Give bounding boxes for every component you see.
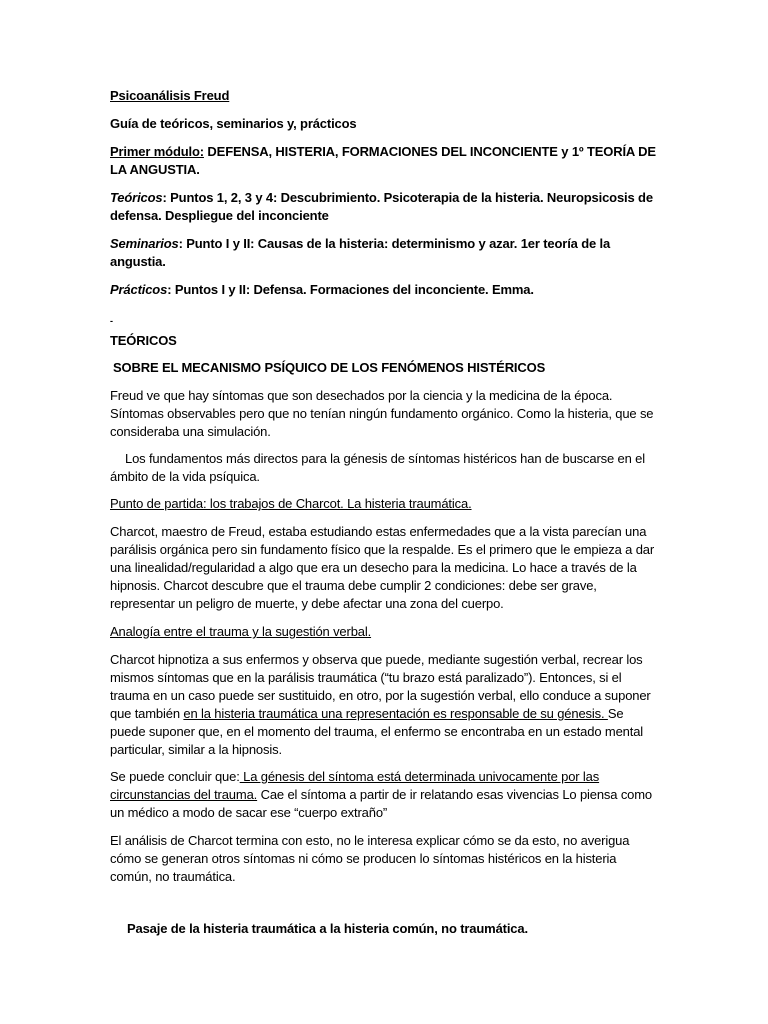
paragraph-4-text-b: Se puede suponer que, en el momento del trauma, el enfermo se encontraba en un estado mental particular, similar a la hipnosis. [110,706,644,757]
teoricos-text: : Puntos 1, 2, 3 y 4: Descubrimiento. Psicoterapia de la histeria. Neuropsicosis de defensa. Despliegue del inconciente [110,190,653,223]
paragraph-5-text-a: Se puede concluir que: [110,769,240,784]
section-subheading: SOBRE EL MECANISMO PSÍQUICO DE LOS FENÓMENOS HISTÉRICOS [113,360,546,375]
modulo-text: DEFENSA, HISTERIA, FORMACIONES DEL INCONCIENTE y 1º TEORÍA DE LA ANGUSTIA. [110,144,656,177]
practicos-label: Prácticos [110,282,168,297]
paragraph-3: Charcot, maestro de Freud, estaba estudiando estas enfermedades que a la vista parecían una parálisis orgánica pero sin fundamento físico que la respalde. Es el primero que le empieza a dar una linealidad/regularidad a algo que era un desecho para la medicina. Lo hace a través de la hipnosis. Charcot descubre que el trauma debe cumplir 2 condiciones: debe ser grave, representar un peligro de muerte, y debe afectar una zona del cuerpo. [110,524,655,611]
paragraph-5-underlined: La génesis del síntoma está determinada univocamente por las circunstancias del trauma. [110,769,600,802]
practicos-text: : Puntos I y II: Defensa. Formaciones del inconciente. Emma. [167,282,534,297]
dash-marker: - [110,316,113,326]
document-subtitle: Guía de teóricos, seminarios y, prácticos [110,116,357,131]
modulo-label: Primer módulo: [110,144,204,159]
section-heading: TEÓRICOS [110,333,177,348]
modulo-line [110,143,658,179]
paragraph-4 [110,651,658,759]
analogia-heading: Analogía entre el trauma y la sugestión verbal. [110,624,372,639]
paragraph-4-underlined: en la histeria traumática una representación es responsable de su génesis. [183,706,608,721]
seminarios-line [110,235,658,271]
paragraph-4-text-a: Charcot hipnotiza a sus enfermos y observa que puede, mediante sugestión verbal, recrear los mismos síntomas que en la parálisis traumática (“tu brazo está paralizado”). Entonces, si el trauma en un caso puede ser sustituido, en otro, por la sugestión verbal, ello conduce a suponer que también [110,652,651,721]
charcot-heading: Punto de partida: los trabajos de Charcot. La histeria traumática. [110,496,472,511]
teoricos-label: Teóricos [110,190,163,205]
document-title: Psicoanálisis Freud [110,88,230,103]
seminarios-label: Seminarios [110,236,179,251]
teoricos-line [110,189,658,225]
paragraph-5-text-b: Cae el síntoma a partir de ir relatando esas vivencias Lo piensa como un médico a modo de sacar ese “cuerpo extraño” [110,787,653,820]
paragraph-2: Los fundamentos más directos para la génesis de síntomas histéricos han de buscarse en el ámbito de la vida psíquica. [110,451,645,484]
seminarios-text: : Punto I y II: Causas de la histeria: determinismo y azar. 1er teoría de la angustia. [110,236,611,269]
practicos-line [110,281,658,299]
paragraph-1: Freud ve que hay síntomas que son desechados por la ciencia y la medicina de la época. Síntomas observables pero que no tenían ningún fundamento orgánico. Como la histeria, que se consideraba una simulación. [110,388,654,439]
closing-heading: Pasaje de la histeria traumática a la histeria común, no traumática. [127,921,528,936]
paragraph-6: El análisis de Charcot termina con esto, no le interesa explicar cómo se da esto, no averigua cómo se generan otros síntomas ni cómo se producen lo síntomas histéricos en la histeria común, no traumática. [110,833,630,884]
paragraph-5 [110,768,658,822]
